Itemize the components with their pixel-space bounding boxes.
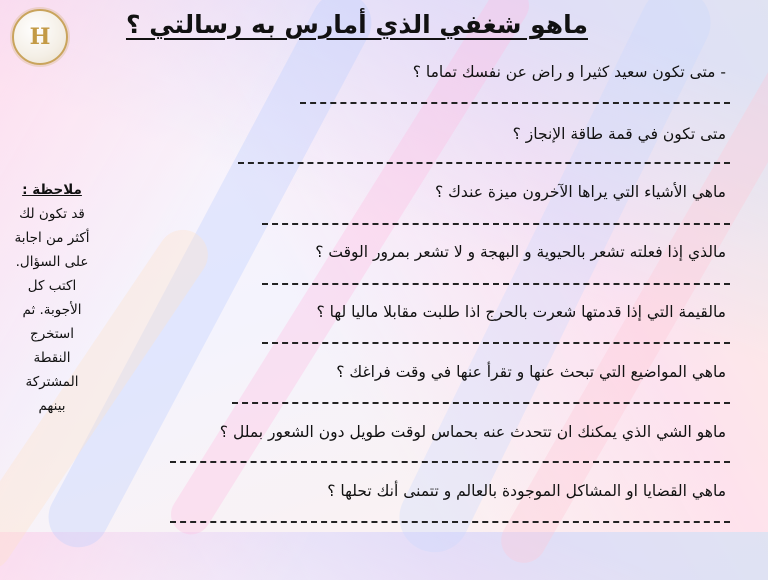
background-streak bbox=[388, 0, 723, 564]
gold-h-emblem-icon bbox=[12, 9, 68, 65]
question-5: مالقيمة التي إذا قدمتها شعرت بالحرج اذا طلبت مقابلا ماليا لها ؟ bbox=[316, 303, 726, 321]
note-line: النقطة bbox=[33, 350, 71, 366]
logo-letter: H bbox=[29, 24, 51, 50]
note-heading: ملاحظة : bbox=[22, 182, 82, 198]
page-title: ماهو شغفي الذي أمارس به رسالتي ؟ bbox=[125, 10, 588, 39]
answer-line-2[interactable] bbox=[238, 162, 730, 164]
note-line: المشتركة bbox=[25, 374, 79, 390]
question-3: ماهي الأشياء التي يراها الآخرون ميزة عندك ؟ bbox=[435, 183, 726, 201]
answer-line-3[interactable] bbox=[262, 223, 730, 225]
note-line: قد تكون لك bbox=[19, 206, 85, 222]
question-7: ماهو الشي الذي يمكنك ان تتحدث عنه بحماس لوقت طويل دون الشعور بملل ؟ bbox=[219, 423, 726, 441]
question-6: ماهي المواضيع التي تبحث عنها و تقرأ عنها في وقت فراغك ؟ bbox=[336, 363, 726, 381]
answer-line-7[interactable] bbox=[170, 461, 730, 463]
question-2: متى تكون في قمة طاقة الإنجاز ؟ bbox=[512, 125, 726, 143]
answer-line-1[interactable] bbox=[300, 102, 730, 104]
side-note bbox=[8, 178, 96, 418]
answer-line-4[interactable] bbox=[262, 283, 730, 285]
note-line: على السؤال. bbox=[15, 254, 89, 270]
note-line: اكتب كل bbox=[27, 278, 77, 294]
note-line: استخرج bbox=[29, 326, 74, 342]
answer-line-5[interactable] bbox=[262, 342, 730, 344]
answer-line-8[interactable] bbox=[170, 521, 730, 523]
question-8: ماهي القضايا او المشاكل الموجودة بالعالم و تتمنى أنك تحلها ؟ bbox=[327, 482, 726, 500]
note-line: الأجوبة. ثم bbox=[22, 302, 82, 318]
note-line: بينهم bbox=[38, 398, 66, 414]
answer-line-6[interactable] bbox=[232, 402, 730, 404]
note-line: أكثر من اجابة bbox=[14, 230, 90, 246]
question-4: مالذي إذا فعلته تشعر بالحيوية و البهجة و لا تشعر بمرور الوقت ؟ bbox=[315, 243, 726, 261]
question-1: - متى تكون سعيد كثيرا و راض عن نفسك تماما ؟ bbox=[412, 63, 726, 81]
